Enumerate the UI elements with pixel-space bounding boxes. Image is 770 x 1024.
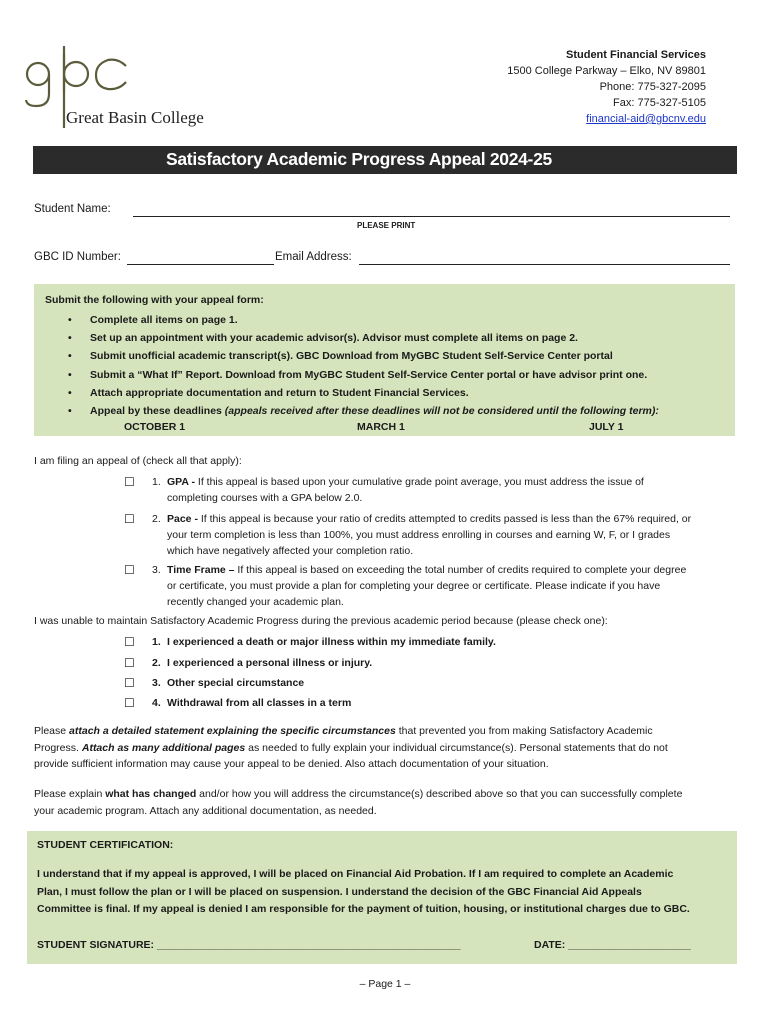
office-phone: Phone: 775-327-2095 [599,81,706,93]
instructions-list [34,311,659,420]
explain-changes-paragraph: Please explain what has changed and/or how you will address the circumstance(s) described above so that you can successfully complete your academic program. Attach any additional documentation, as needed. [34,788,683,817]
gbc-id-field[interactable] [127,264,274,265]
instruction-item-deadline [34,402,659,420]
instruction-item: • Submit unofficial academic transcript(s). GBC Download from MyGBC Student Self-Service Center portal [34,347,659,365]
appeal-type-heading: I am filing an appeal of (check all that apply): [34,455,242,467]
gpa-title: GPA - [167,476,195,488]
submission-instructions-box [34,284,735,436]
date-line[interactable]: DATE: _____________________ [534,939,691,951]
certification-text: I understand that if my appeal is approved, I will be placed on Financial Aid Probation. If I am required to complete an Academic Plan, I must follow the plan or I will be placed on suspension. I understand the decision of the GBC Financial Aid Appeals Committee is final. If my appeal is denied I am responsible for the payment of tuition, housing, or institutional charges due to GBC. [37,868,690,915]
time-frame-checkbox[interactable]: ☐ [124,563,135,577]
signature-line[interactable]: STUDENT SIGNATURE: ____________________________________________________ [37,939,461,951]
deadline-text: Appeal by these deadlines [90,404,225,417]
reason-family-checkbox[interactable]: ☐ [124,635,135,649]
college-logo [22,44,204,136]
student-name-field[interactable] [133,216,730,217]
instruction-item: • Attach appropriate documentation and return to Student Financial Services. [34,384,659,402]
office-address: 1500 College Parkway – Elko, NV 89801 [507,65,706,77]
reason-personal-checkbox[interactable]: ☐ [124,656,135,670]
page-number: – Page 1 – [359,978,411,990]
instruction-item: • Submit a “What If” Report. Download from MyGBC Student Self-Service Center portal or have advisor print one. [34,366,659,384]
page-title: Satisfactory Academic Progress Appeal 2024-25 [166,149,552,169]
instruction-item: • Set up an appointment with your academic advisor(s). Advisor must complete all items on page 2. [34,329,659,347]
pace-title: Pace - [167,513,198,525]
student-name-label: Student Name: [34,203,111,215]
title-banner [33,146,737,174]
office-fax: Fax: 775-327-5105 [613,97,706,109]
gbc-id-label: GBC ID Number: [34,251,121,263]
reason-other-checkbox[interactable]: ☐ [124,676,135,690]
office-email-link[interactable]: financial-aid@gbcnv.edu [586,113,706,125]
email-label: Email Address: [275,251,352,263]
time-frame-title: Time Frame – [167,564,235,576]
logo-college-name: Great Basin College [66,108,204,127]
deadline-october: OCTOBER 1 [124,421,186,433]
deadline-march: MARCH 1 [357,421,405,433]
gpa-checkbox[interactable]: ☐ [124,475,135,489]
deadline-note: (appeals received after these deadlines will not be considered until the following term): [224,404,659,417]
instructions-intro: Submit the following with your appeal form: [45,294,264,306]
office-name: Student Financial Services [566,49,706,61]
contact-block [507,47,706,127]
please-print-note: PLEASE PRINT [357,221,416,230]
email-field[interactable] [359,264,730,265]
instruction-item: • Complete all items on page 1. [34,311,659,329]
student-certification-box [27,831,737,964]
certification-heading: STUDENT CERTIFICATION: [37,839,174,851]
pace-checkbox[interactable]: ☐ [124,512,135,526]
statement-paragraph: Please attach a detailed statement explaining the specific circumstances that prevented you from making Satisfactory Academic Progress. Attach as many additional pages as needed to fully explain your individual circumstance(s). Personal statements that do not provide sufficient information may cause your appeal to be denied. Also attach documentation of your situation. [34,725,668,770]
reasons-heading: I was unable to maintain Satisfactory Academic Progress during the previous academic period because (please check one): [34,615,608,627]
reason-withdrawal-checkbox[interactable]: ☐ [124,696,135,710]
deadline-july: JULY 1 [589,421,624,433]
